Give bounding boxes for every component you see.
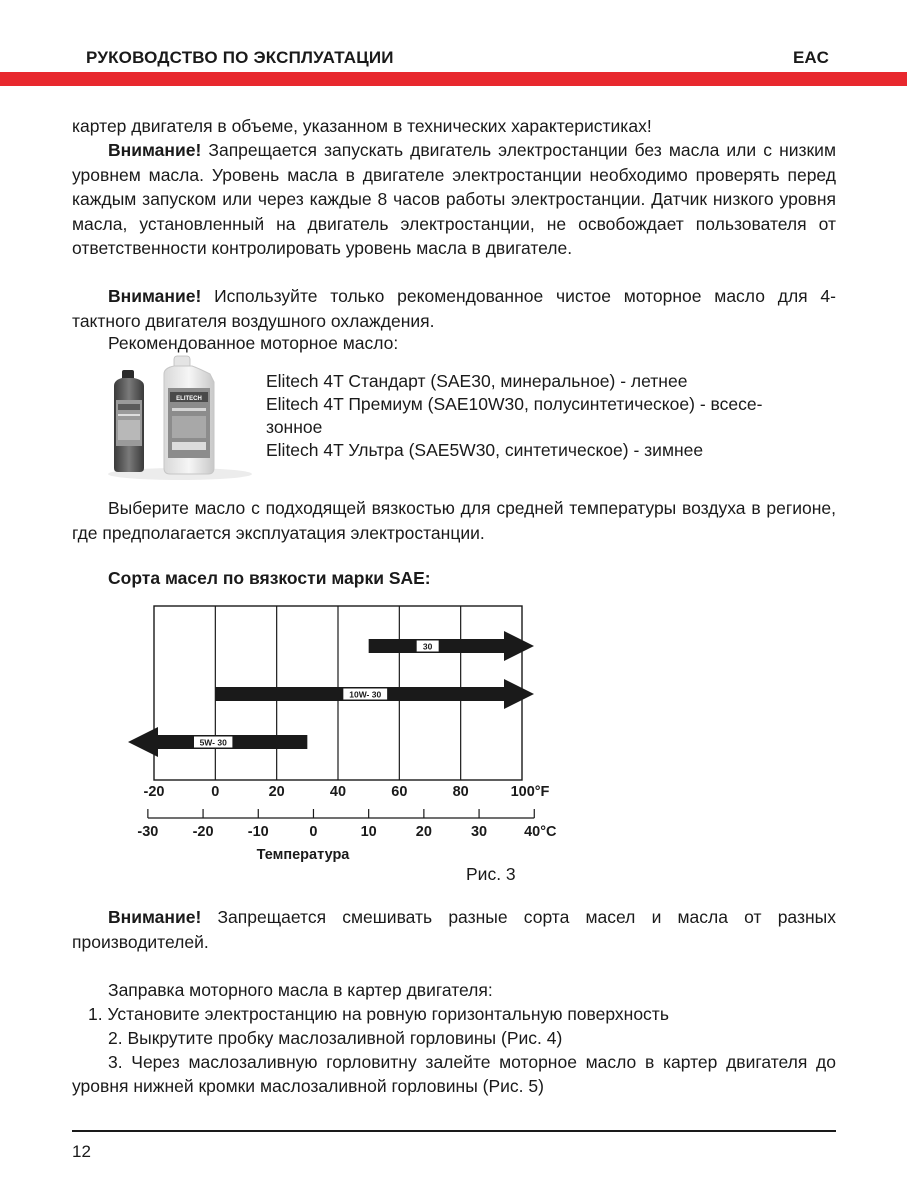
fahrenheit-tick-label: 60 [391, 784, 408, 800]
oil-bar-label: 10W- 30 [349, 689, 382, 700]
oil-standard: Elitech 4T Стандарт (SAE30, минеральное) - летнее [266, 371, 688, 391]
warning-paragraph-2 [72, 284, 836, 333]
oil-ultra: Elitech 4T Ультра (SAE5W30, синтетическое) - зимнее [266, 440, 704, 460]
fahrenheit-tick-label: 0 [211, 784, 220, 800]
warning-label: Внимание! [108, 286, 202, 306]
header-title: РУКОВОДСТВО ПО ЭКСПЛУАТАЦИИ [86, 48, 394, 67]
celsius-tick-label: 40°C [524, 824, 557, 840]
recommended-heading: Рекомендованное моторное масло: [108, 333, 399, 353]
warning-paragraph-1 [72, 138, 836, 261]
eac-mark: EAC [793, 48, 829, 67]
oil-bar-label: 5W- 30 [199, 737, 227, 748]
celsius-tick-label: -20 [192, 824, 214, 840]
celsius-tick-label: 20 [415, 824, 432, 840]
small-bottle-icon [114, 370, 144, 472]
chart-title: Сорта масел по вязкости марки SAE: [108, 568, 431, 588]
oil-list [266, 370, 836, 462]
fahrenheit-axis [144, 784, 550, 800]
warning-paragraph-3 [72, 905, 836, 954]
header-accent-bar [0, 72, 907, 86]
sae-viscosity-chart [110, 600, 557, 865]
celsius-tick-label: 10 [360, 824, 377, 840]
page-number: 12 [72, 1142, 91, 1161]
fill-step-3: 3. Через маслозаливную горловитну залейте моторное масло в картер двигателя до уровня нижней кромки маслозаливной горловины (Рис. 5) [72, 1052, 836, 1096]
celsius-tick-label: -30 [137, 824, 159, 840]
fill-step-1: 1. Установите электростанцию на ровную горизонтальную поверхность [88, 1004, 669, 1024]
warning-text-1: Запрещается запускать двигатель электростанции без масла или с низким уровнем масла. Уровень масла в двигателе электростанции необходимо проверять перед каждым запуском или через каждые 8 часов работы электростанции. Датчик низкого уровня масла, установленный на двигатель электростанции, не освобождает пользователя от ответственности контролировать уровень масла в двигателе. [72, 140, 836, 258]
fahrenheit-tick-label: 100°F [510, 784, 550, 800]
warning-label: Внимание! [108, 140, 202, 160]
celsius-tick-label: 30 [470, 824, 488, 840]
fahrenheit-tick-label: 20 [268, 784, 285, 800]
oil-premium-line2: зонное [266, 417, 323, 437]
fill-step-2: 2. Выкрутите пробку маслозаливной горловины (Рис. 4) [108, 1028, 563, 1048]
fahrenheit-tick-label: 40 [329, 784, 347, 800]
celsius-axis [137, 809, 557, 840]
intro-line: картер двигателя в объеме, указанном в технических характеристиках! [72, 116, 652, 136]
large-bottle-icon [164, 356, 214, 474]
choose-oil-paragraph: Выберите масло с подходящей вязкостью для средней температуры воздуха в регионе, где предполагается эксплуатация электростанции. [72, 498, 836, 543]
oil-bar-label: 30 [422, 641, 433, 652]
fahrenheit-tick-label: 80 [452, 784, 469, 800]
bottle-brand-text: ELITECH [176, 396, 202, 402]
x-axis-label: Температура [256, 847, 350, 863]
celsius-tick-label: -10 [247, 824, 269, 840]
warning-text-2: Используйте только рекомендованное чистое моторное масло для 4-тактного двигателя воздушного охлаждения. [72, 286, 836, 331]
fill-heading: Заправка моторного масла в картер двигателя: [108, 980, 493, 1000]
warning-label: Внимание! [108, 907, 202, 927]
celsius-tick-label: 0 [309, 824, 318, 840]
footer-divider [72, 1130, 836, 1132]
figure-caption: Рис. 3 [466, 864, 516, 884]
warning-text-3: Запрещается смешивать разные сорта масел и масла от разных производителей. [72, 907, 836, 952]
fahrenheit-tick-label: -20 [143, 784, 165, 800]
oil-premium-line1: Elitech 4T Премиум (SAE10W30, полусинтетическое) - всесе- [266, 394, 763, 414]
oil-bottles-image [100, 352, 250, 482]
